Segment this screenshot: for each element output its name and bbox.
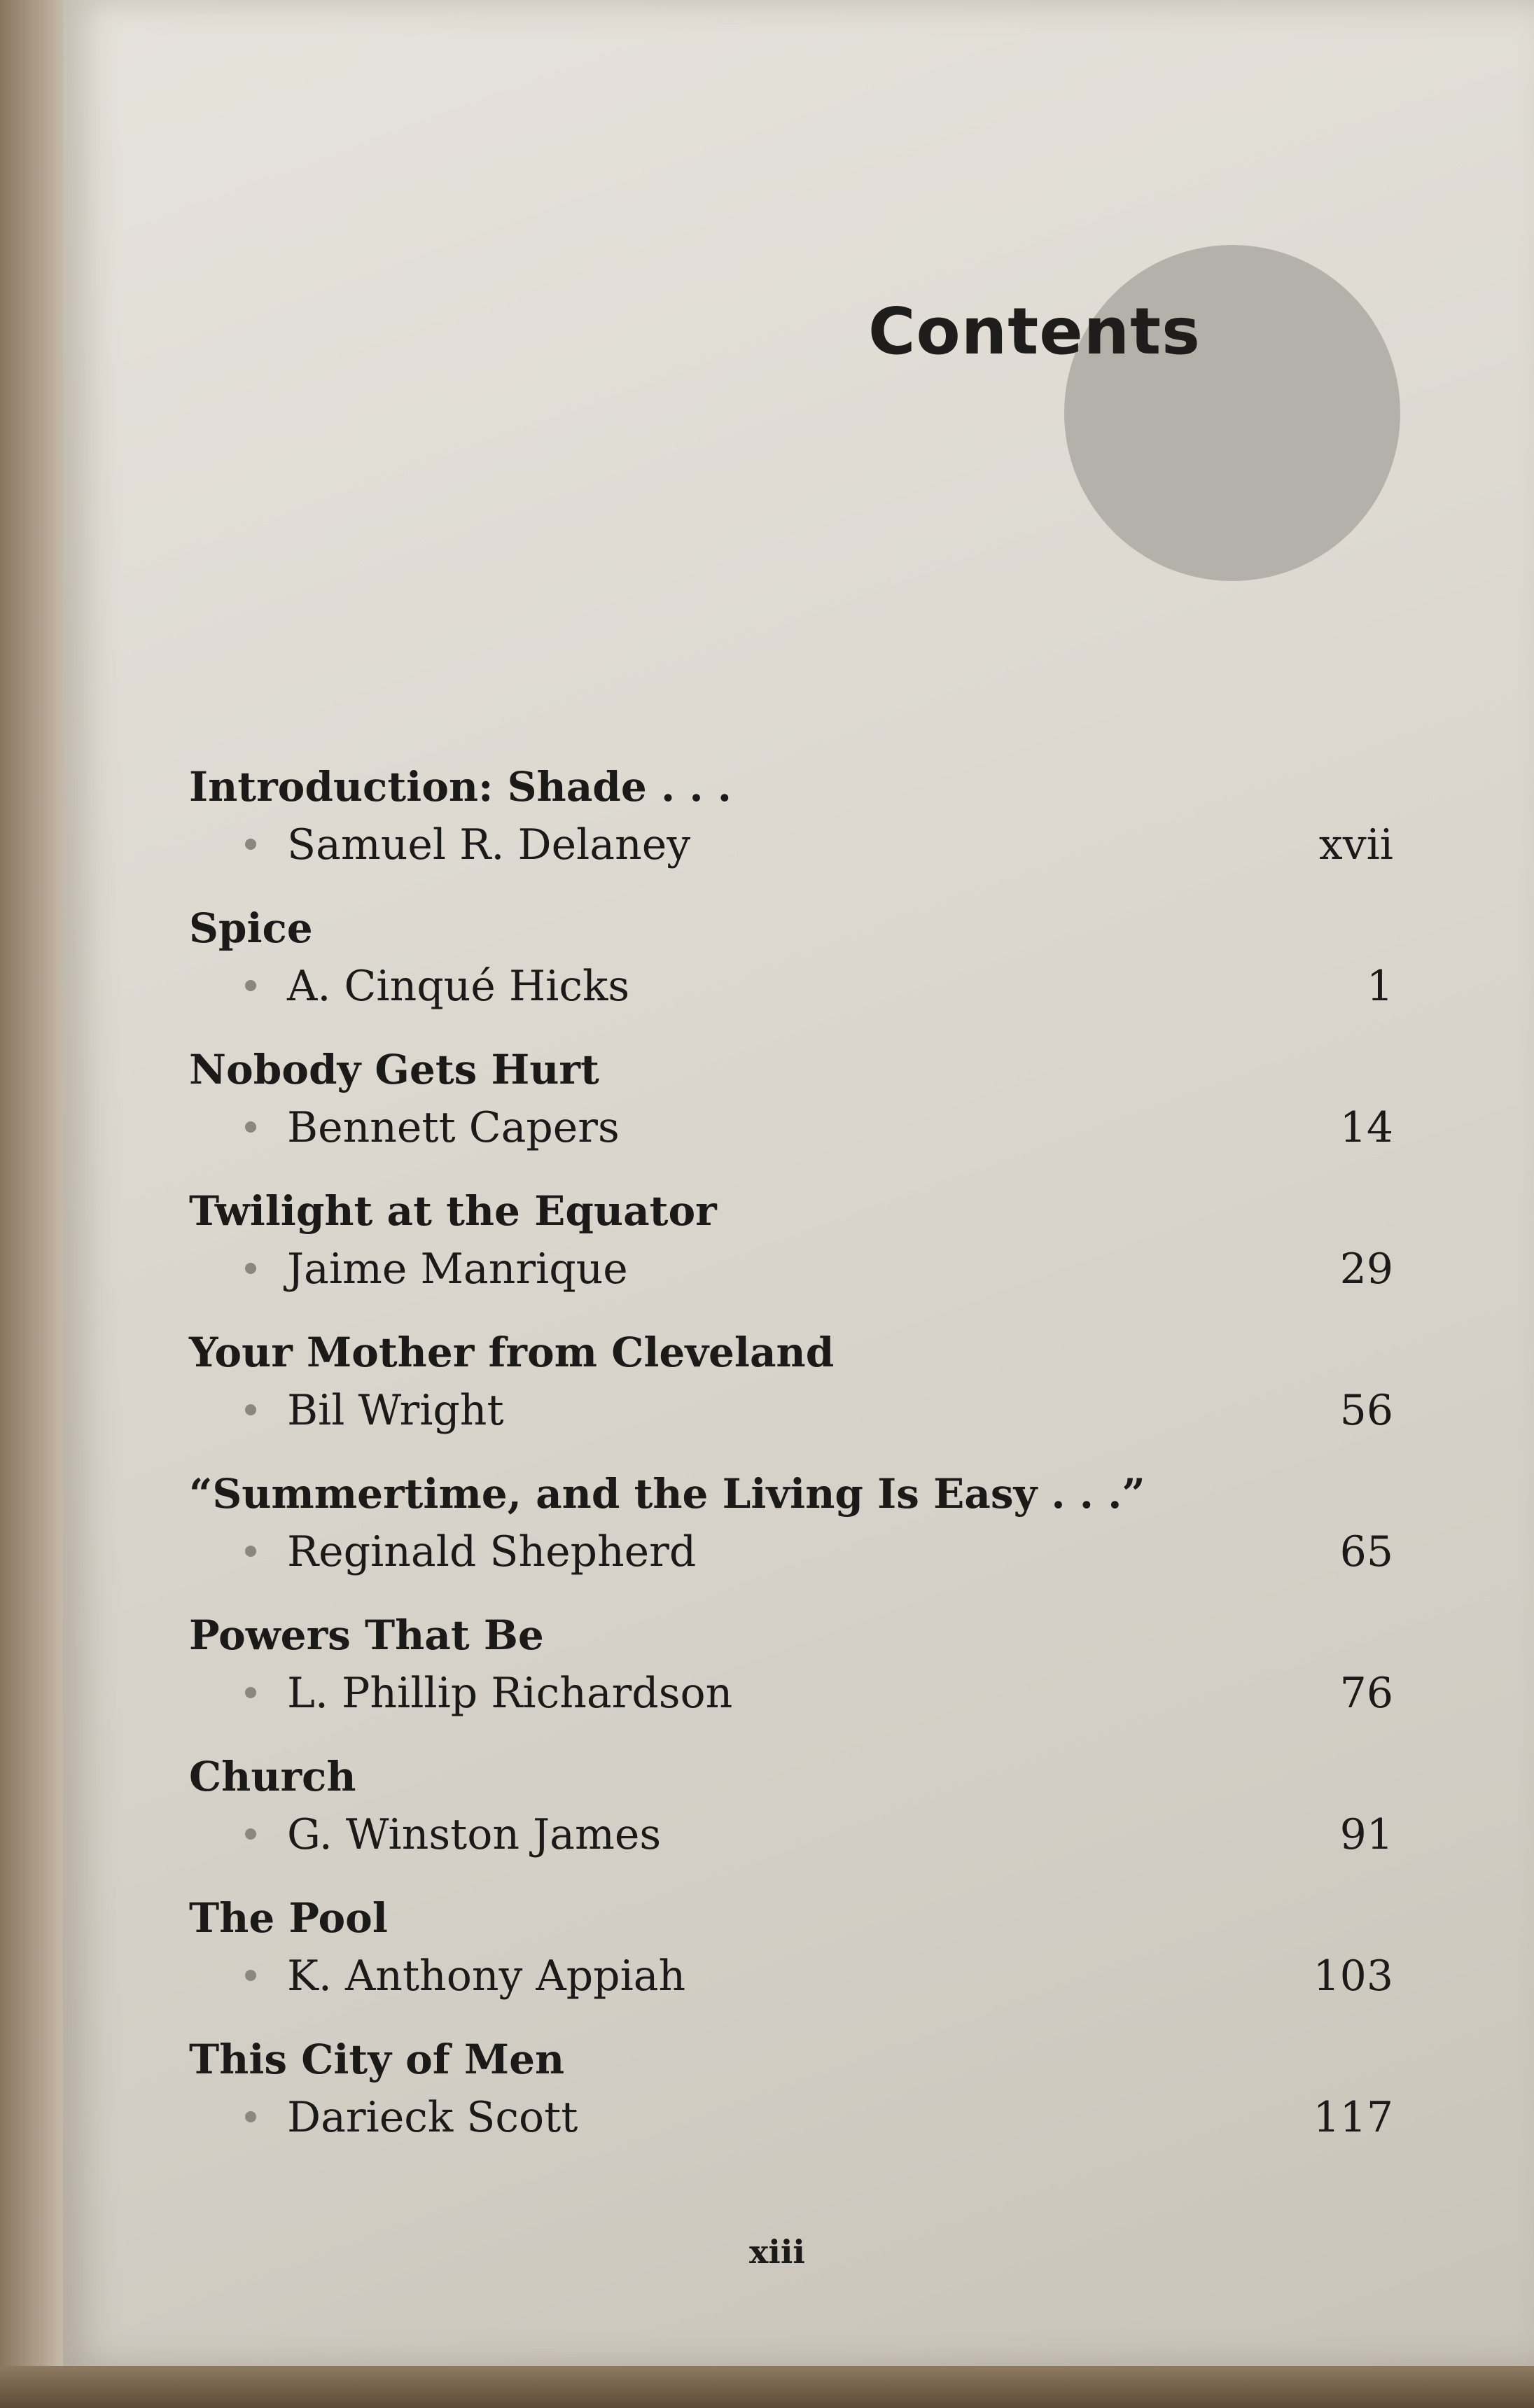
bullet-icon xyxy=(245,2111,256,2122)
entry-title: Introduction: Shade . . . xyxy=(189,763,732,811)
entry-title: Twilight at the Equator xyxy=(189,1187,717,1235)
table-of-contents xyxy=(119,763,1393,2177)
bullet-icon xyxy=(245,1546,256,1557)
page-folio: xiii xyxy=(749,2233,805,2271)
entry-title: The Pool xyxy=(189,1894,388,1942)
entry-author: G. Winston James xyxy=(287,1810,662,1859)
entry-page-number: 91 xyxy=(1339,1810,1393,1859)
entry-page-number: 14 xyxy=(1339,1103,1393,1152)
bullet-icon xyxy=(245,839,256,850)
entry-title: “Summertime, and the Living Is Easy . . .” xyxy=(189,1470,1145,1518)
bullet-icon xyxy=(245,1263,256,1274)
toc-entry xyxy=(119,1329,1393,1470)
bullet-icon xyxy=(245,1121,256,1133)
bullet-icon xyxy=(245,1828,256,1840)
entry-page-number: 1 xyxy=(1366,962,1393,1011)
toc-entry xyxy=(119,1187,1393,1329)
entry-author: Bennett Capers xyxy=(287,1103,620,1152)
entry-author: K. Anthony Appiah xyxy=(287,1952,686,2001)
bullet-icon xyxy=(245,1687,256,1698)
toc-entry xyxy=(119,2036,1393,2177)
toc-entry xyxy=(119,1894,1393,2036)
entry-page-number: 56 xyxy=(1339,1386,1393,1435)
entry-author: Bil Wright xyxy=(287,1386,504,1435)
toc-entry xyxy=(119,1470,1393,1611)
entry-title: Powers That Be xyxy=(189,1611,544,1659)
entry-author: Samuel R. Delaney xyxy=(287,820,691,869)
entry-page-number: 76 xyxy=(1339,1669,1393,1718)
entry-author: Jaime Manrique xyxy=(287,1245,628,1294)
entry-page-number: 103 xyxy=(1313,1952,1393,2001)
entry-page-number: 117 xyxy=(1313,2093,1393,2142)
page-bottom-edge xyxy=(0,2366,1534,2408)
entry-page-number: xvii xyxy=(1318,820,1393,869)
toc-entry xyxy=(119,904,1393,1046)
entry-title: Church xyxy=(189,1753,356,1800)
toc-entry xyxy=(119,1753,1393,1894)
entry-author: L. Phillip Richardson xyxy=(287,1669,733,1718)
entry-title: Nobody Gets Hurt xyxy=(189,1046,599,1093)
entry-title: Your Mother from Cleveland xyxy=(189,1329,835,1376)
entry-author: Darieck Scott xyxy=(287,2093,578,2142)
entry-title: This City of Men xyxy=(189,2036,565,2083)
entry-page-number: 29 xyxy=(1339,1245,1393,1294)
bullet-icon xyxy=(245,980,256,991)
bullet-icon xyxy=(245,1404,256,1415)
entry-title: Spice xyxy=(189,904,313,952)
entry-author: Reginald Shepherd xyxy=(287,1527,697,1576)
toc-entry xyxy=(119,1046,1393,1187)
toc-entry xyxy=(119,763,1393,904)
entry-page-number: 65 xyxy=(1339,1527,1393,1576)
entry-author: A. Cinqué Hicks xyxy=(287,962,630,1011)
bullet-icon xyxy=(245,1970,256,1981)
page-title: Contents xyxy=(868,294,1201,369)
toc-entry xyxy=(119,1611,1393,1753)
